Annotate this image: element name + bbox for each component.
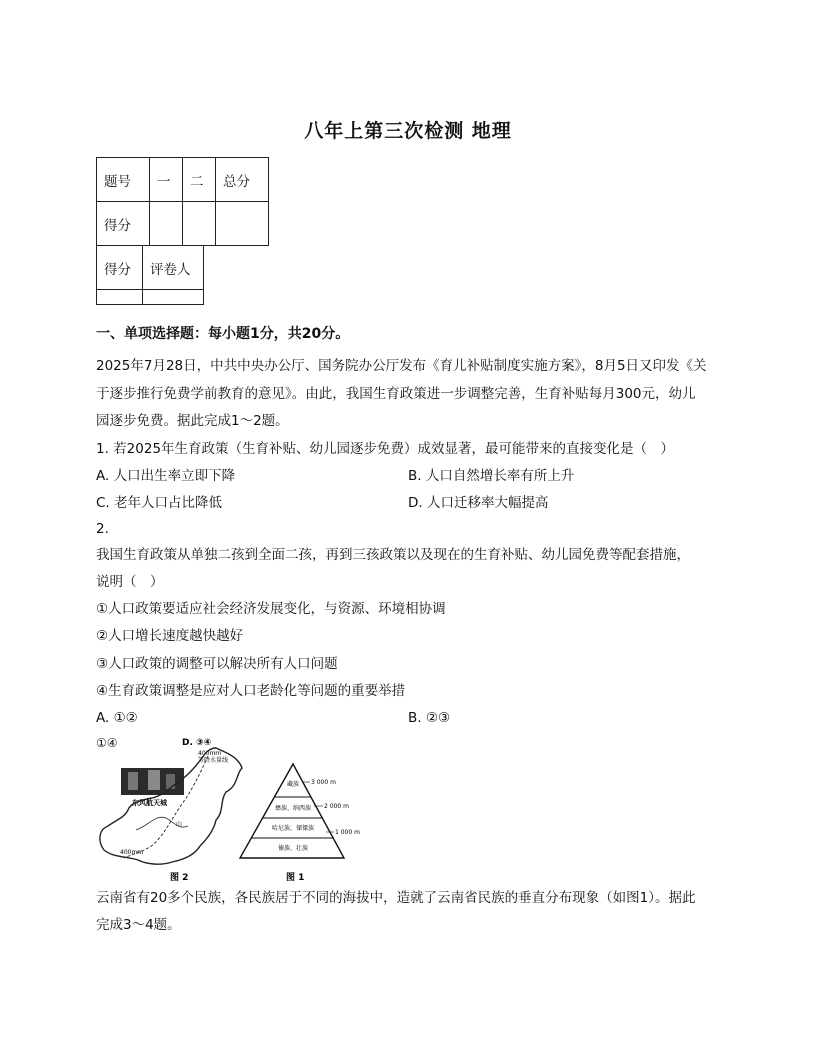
grader-cell-score[interactable] <box>97 290 143 305</box>
grader-header-score: 得分 <box>97 246 143 290</box>
q2-item-3: ③人口政策的调整可以解决所有人口问题 <box>96 656 338 672</box>
q1-option-b[interactable]: B. 人口自然增长率有所上升 <box>408 468 575 484</box>
score-cell-section2[interactable] <box>183 202 216 246</box>
grader-header-grader: 评卷人 <box>143 246 204 290</box>
q1-option-c[interactable]: C. 老年人口占比降低 <box>96 495 223 511</box>
q2-option-c[interactable]: ①④ <box>96 736 118 750</box>
score-table <box>96 157 269 246</box>
fig2-isohyet-label-2: 等降水量线 <box>198 757 229 764</box>
fig1-elevation-2000: 2 000 m <box>324 803 349 810</box>
q1-option-d[interactable]: D. 人口迁移率大幅提高 <box>408 495 549 511</box>
score-header-section1: 一 <box>150 158 183 202</box>
score-header-total: 总分 <box>216 158 269 202</box>
q2-number: 2. <box>96 521 109 537</box>
q2-stem-line-2: 说明（ ） <box>96 574 164 590</box>
page-title: 八年上第三次检测 地理 <box>304 120 512 142</box>
q3-intro-line-1: 云南省有20多个民族，各民族居于不同的海拔中，造就了云南省民族的垂直分布现象（如图1）。据此 <box>96 890 696 906</box>
fig2-site-label: 东风航天城 <box>132 799 167 807</box>
q2-option-d: D. ③④ <box>182 738 212 748</box>
intro-line-2: 于逐步推行免费学前教育的意见》。由此，我国生育政策进一步调整完善，生育补贴每月300元，幼儿 <box>96 386 696 402</box>
score-row-label: 得分 <box>97 202 150 246</box>
grader-cell-grader[interactable] <box>143 290 204 305</box>
fig1-elevation-1000: 1 000 m <box>335 829 360 836</box>
q2-option-a[interactable]: A. ①② <box>96 710 138 726</box>
section-heading: 一、单项选择题：每小题1分，共20分。 <box>96 326 350 342</box>
q2-option-b[interactable]: B. ②③ <box>408 710 451 726</box>
q2-item-2: ②人口增长速度越快越好 <box>96 628 244 644</box>
intro-line-3: 园逐步免费。据此完成1～2题。 <box>96 413 289 429</box>
grader-table <box>96 245 204 305</box>
figure-2-caption: 图 2 <box>170 873 189 883</box>
q1-stem: 1. 若2025年生育政策（生育补贴、幼儿园逐步免费）成效显著，最可能带来的直接变化是（ ） <box>96 441 675 457</box>
figure-1-pyramid <box>236 756 360 884</box>
score-cell-total[interactable] <box>216 202 269 246</box>
fig2-mountain-label: 山 <box>176 821 183 828</box>
score-cell-section1[interactable] <box>150 202 183 246</box>
q1-option-a[interactable]: A. 人口出生率立即下降 <box>96 468 236 484</box>
fig1-elevation-3000: 3 000 m <box>311 779 336 786</box>
fig1-layer-1: 藏族 <box>286 781 300 788</box>
intro-line-1: 2025年7月28日，中共中央办公厅、国务院办公厅发布《育儿补贴制度实施方案》，8月5日又印发《关 <box>96 358 707 374</box>
fig2-isohyet-bottom-label: 400mm <box>120 849 144 856</box>
fig2-isohyet-label: 400mm <box>198 750 222 757</box>
score-header-number: 题号 <box>97 158 150 202</box>
q2-stem-line-1: 我国生育政策从单独二孩到全面二孩，再到三孩政策以及现在的生育补贴、幼儿园免费等配套措施， <box>96 547 690 563</box>
fig1-layer-2: 彝族、纳西族 <box>274 805 312 812</box>
q3-intro-line-2: 完成3～4题。 <box>96 917 181 933</box>
score-header-section2: 二 <box>183 158 216 202</box>
q2-item-4: ④生育政策调整是应对人口老龄化等问题的重要举措 <box>96 683 406 699</box>
q2-item-1: ①人口政策要适应社会经济发展变化，与资源、环境相协调 <box>96 601 446 617</box>
figure-2-map <box>96 734 246 884</box>
figure-1-caption: 图 1 <box>286 873 305 883</box>
fig1-layer-3: 哈尼族、傈僳族 <box>271 825 315 832</box>
fig1-layer-4: 傣族、壮族 <box>277 845 309 852</box>
